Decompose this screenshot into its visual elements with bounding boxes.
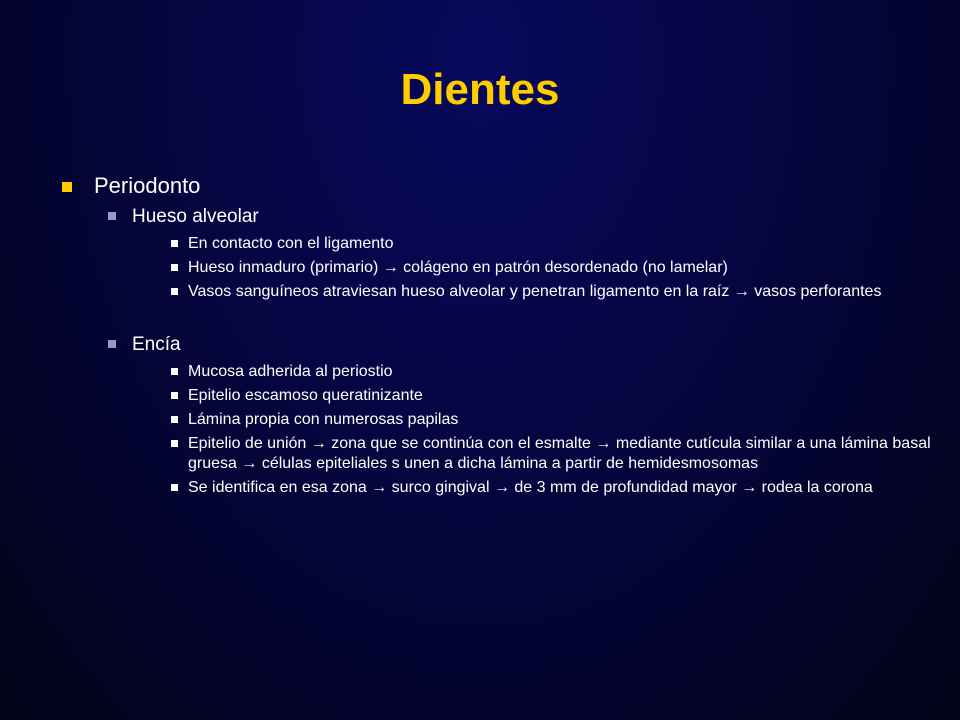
square-bullet-icon xyxy=(171,416,178,423)
sublist xyxy=(94,204,931,498)
detail-list xyxy=(118,234,922,302)
square-bullet-icon xyxy=(108,340,116,348)
list-item xyxy=(118,258,922,278)
list-item-text: Epitelio de unión → zona que se continúa con el esmalte → mediante cutícula similar a una lámina basal gruesa → células epiteliales s unen a dicha lámina a partir de hemidesmosomas xyxy=(188,435,931,472)
list-item xyxy=(118,234,922,254)
subsection-hueso-alveolar xyxy=(94,204,922,302)
list-item xyxy=(118,410,922,430)
outline xyxy=(62,172,931,502)
square-bullet-icon xyxy=(171,440,178,447)
list-item-text: Se identifica en esa zona → surco gingival → de 3 mm de profundidad mayor → rodea la corona xyxy=(188,479,873,496)
square-bullet-icon xyxy=(171,392,178,399)
detail-list xyxy=(118,362,931,498)
square-bullet-icon xyxy=(108,212,116,220)
square-bullet-icon xyxy=(171,240,178,247)
list-item-text: Vasos sanguíneos atraviesan hueso alveolar y penetran ligamento en la raíz → vasos perforantes xyxy=(188,283,882,300)
list-item xyxy=(118,362,922,382)
square-bullet-icon xyxy=(171,264,178,271)
subsection-encia xyxy=(94,332,931,498)
list-item xyxy=(118,478,922,498)
list-item xyxy=(118,386,922,406)
list-item-text: Lámina propia con numerosas papilas xyxy=(188,411,459,428)
list-item-text: Epitelio escamoso queratinizante xyxy=(188,387,423,404)
list-item-text: Mucosa adherida al periostio xyxy=(188,363,393,380)
slide-title: Dientes xyxy=(400,65,560,114)
list-item-text: Hueso inmaduro (primario) → colágeno en patrón desordenado (no lamelar) xyxy=(188,259,728,276)
square-bullet-icon xyxy=(62,182,72,192)
outline-item-label: Periodonto xyxy=(94,173,201,198)
subsection-label: Encía xyxy=(132,334,181,355)
square-bullet-icon xyxy=(171,288,178,295)
square-bullet-icon xyxy=(171,484,178,491)
list-item xyxy=(118,434,931,474)
list-item-text: En contacto con el ligamento xyxy=(188,235,394,252)
subsection-label: Hueso alveolar xyxy=(132,206,259,227)
list-item xyxy=(118,282,922,302)
outline-item-periodonto xyxy=(62,172,931,498)
square-bullet-icon xyxy=(171,368,178,375)
